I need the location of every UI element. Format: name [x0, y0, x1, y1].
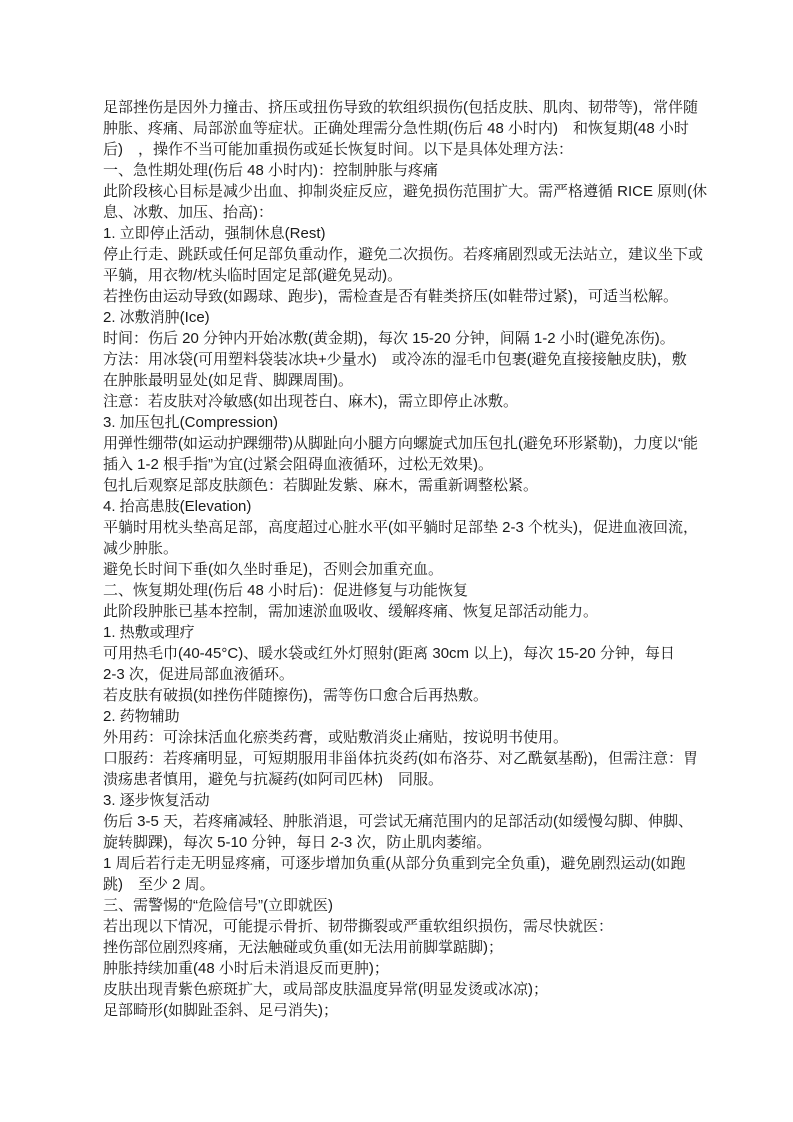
text-line: 插入 1-2 根手指”为宜(过紧会阻碍血液循环，过松无效果)。	[103, 456, 494, 473]
text-line: 1. 热敷或理疗	[103, 624, 195, 641]
text-line: 一、急性期处理(伤后 48 小时内)：控制肿胀与疼痛	[103, 162, 439, 179]
text-line: 2. 药物辅助	[103, 708, 180, 725]
text-line: 2-3 次，促进局部血液循环。	[103, 666, 294, 683]
document-text	[103, 97, 743, 1021]
text-line: 跳) 至少 2 周。	[103, 876, 215, 893]
text-line: 息、冰敷、加压、抬高)：	[103, 204, 273, 221]
text-line: 用弹性绷带(如运动护踝绷带)从脚趾向小腿方向螺旋式加压包扎(避免环形紧勒)，力度以“能	[103, 435, 698, 452]
text-line: 停止行走、跳跃或任何足部负重动作，避免二次损伤。若疼痛剧烈或无法站立，建议坐下或	[103, 246, 704, 263]
text-line: 3. 逐步恢复活动	[103, 792, 210, 809]
text-line: 肿胀持续加重(48 小时后未消退反而更肿)；	[103, 960, 389, 977]
text-line: 若挫伤由运动导致(如踢球、跑步)，需检查是否有鞋类挤压(如鞋带过紧)，可适当松解。	[103, 288, 678, 305]
text-line: 后) ，操作不当可能加重损伤或延长恢复时间。以下是具体处理方法：	[103, 141, 573, 158]
text-line: 若出现以下情况，可能提示骨折、韧带撕裂或严重软组织损伤，需尽快就医：	[103, 918, 614, 935]
text-line: 肿胀、疼痛、局部淤血等症状。正确处理需分急性期(伤后 48 小时内) 和恢复期(48 小时	[103, 120, 689, 137]
text-line: 平躺，用衣物/枕头临时固定足部(避免晃动)。	[103, 267, 403, 284]
text-line: 皮肤出现青紫色瘀斑扩大，或局部皮肤温度异常(明显发烫或冰凉)；	[103, 981, 548, 998]
text-line: 旋转脚踝)，每次 5-10 分钟，每日 2-3 次，防止肌肉萎缩。	[103, 834, 492, 851]
text-line: 1. 立即停止活动，强制休息(Rest)	[103, 225, 326, 242]
text-line: 减少肿胀。	[103, 540, 179, 557]
text-line: 三、需警惕的“危险信号”(立即就医)	[103, 897, 333, 914]
text-line: 在肿胀最明显处(如足背、脚踝周围)。	[103, 372, 353, 389]
text-line: 注意：若皮肤对冷敏感(如出现苍白、麻木)，需立即停止冰敷。	[103, 393, 518, 410]
text-line: 溃疡患者慎用，避免与抗凝药(如阿司匹林) 同服。	[103, 771, 443, 788]
text-line: 3. 加压包扎(Compression)	[103, 414, 279, 431]
text-line: 若皮肤有破损(如挫伤伴随擦伤)，需等伤口愈合后再热敷。	[103, 687, 488, 704]
text-line: 方法：用冰袋(可用塑料袋装冰块+少量水) 或冷冻的湿毛巾包裹(避免直接接触皮肤)，敷	[103, 351, 687, 368]
text-line: 二、恢复期处理(伤后 48 小时后)：促进修复与功能恢复	[103, 582, 469, 599]
text-line: 1 周后若行走无明显疼痛，可逐步增加负重(从部分负重到完全负重)，避免剧烈运动(如跑	[103, 855, 686, 872]
text-line: 口服药：若疼痛明显，可短期服用非甾体抗炎药(如布洛芬、对乙酰氨基酚)，但需注意：胃	[103, 750, 698, 767]
text-line: 此阶段肿胀已基本控制，需加速淤血吸收、缓解疼痛、恢复足部活动能力。	[103, 603, 599, 620]
text-line: 挫伤部位剧烈疼痛，无法触碰或负重(如无法用前脚掌踮脚)；	[103, 939, 503, 956]
text-line: 2. 冰敷消肿(Ice)	[103, 309, 210, 326]
text-line: 平躺时用枕头垫高足部，高度超过心脏水平(如平躺时足部垫 2-3 个枕头)，促进血液回流，	[103, 519, 699, 536]
text-line: 4. 抬高患肢(Elevation)	[103, 498, 252, 515]
text-line: 足部畸形(如脚趾歪斜、足弓消失)；	[103, 1002, 338, 1019]
text-line: 时间：伤后 20 分钟内开始冰敷(黄金期)，每次 15-20 分钟，间隔 1-2 小时(避免冻伤)。	[103, 330, 675, 347]
text-line: 包扎后观察足部皮肤颜色：若脚趾发紫、麻木，需重新调整松紧。	[103, 477, 539, 494]
text-line: 可用热毛巾(40-45°C)、暖水袋或红外灯照射(距离 30cm 以上)，每次 15-20 分钟，每日	[103, 645, 675, 662]
text-line: 伤后 3-5 天，若疼痛减轻、肿胀消退，可尝试无痛范围内的足部活动(如缓慢勾脚、伸脚、	[103, 813, 694, 830]
text-line: 足部挫伤是因外力撞击、挤压或扭伤导致的软组织损伤(包括皮肤、肌肉、韧带等)，常伴随	[103, 99, 698, 116]
text-line: 此阶段核心目标是减少出血、抑制炎症反应，避免损伤范围扩大。需严格遵循 RICE 原则(休	[103, 183, 708, 200]
text-line: 外用药：可涂抹活血化瘀类药膏，或贴敷消炎止痛贴，按说明书使用。	[103, 729, 569, 746]
text-line: 避免长时间下垂(如久坐时垂足)，否则会加重充血。	[103, 561, 443, 578]
